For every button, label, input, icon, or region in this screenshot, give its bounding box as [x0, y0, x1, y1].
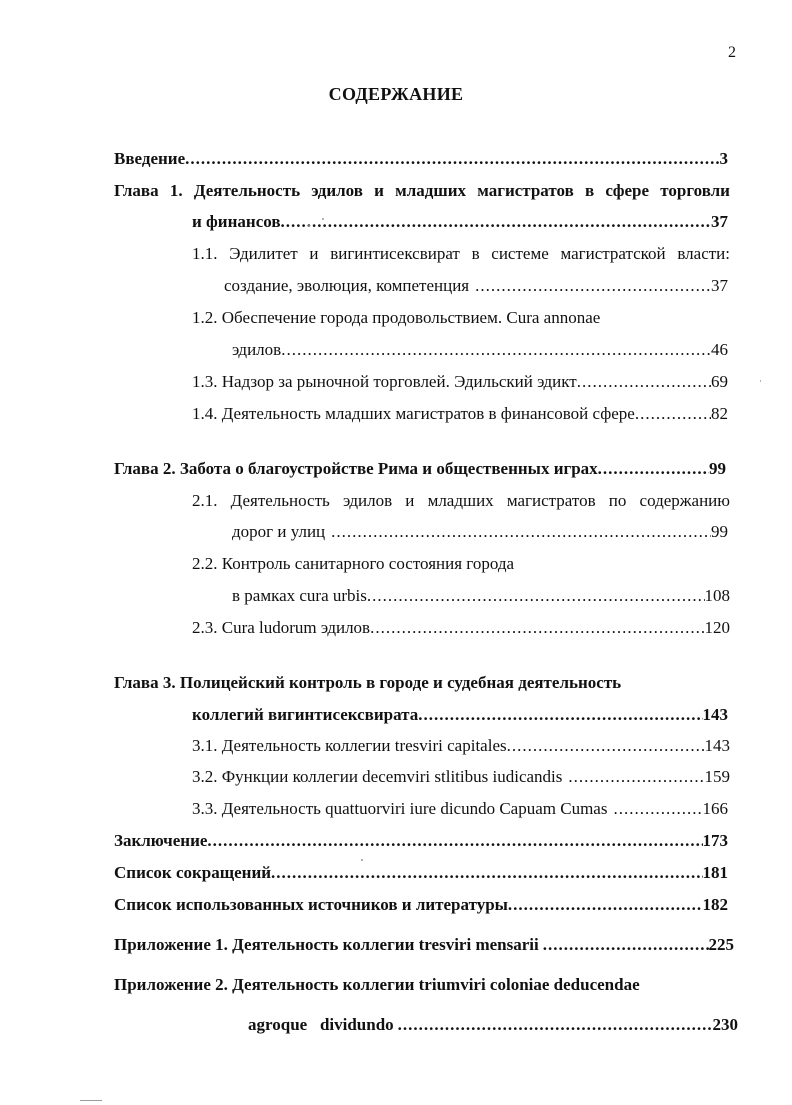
- leader-dots: [598, 458, 709, 480]
- toc-page: 108: [704, 586, 730, 605]
- toc-page: 166: [702, 799, 728, 818]
- toc-entry-3-2[interactable]: 3.2. Функции коллегии decemviri stlitibus iudicandis ..... 159: [192, 766, 730, 788]
- toc-page: 37: [711, 212, 728, 231]
- toc-entry-2-2[interactable]: 2.2. Контроль санитарного состояния города: [192, 554, 515, 573]
- toc-entry-1-1[interactable]: 1.1. Эдилитет и вигинтисексвират в системе магистратской власти:: [192, 244, 730, 263]
- toc-page: 225: [708, 935, 734, 954]
- toc-page: 181: [702, 863, 728, 882]
- toc-entry-1-4[interactable]: 1.4. Деятельность младших магистратов в финансовой сфере ..... 82: [192, 403, 728, 425]
- scan-speck: [322, 218, 324, 220]
- toc-entry-appendix-2-cont[interactable]: agroque dividundo ..... 230: [248, 1014, 738, 1036]
- toc-entry-chapter-3[interactable]: Глава 3. Полицейский контроль в городе и судебная деятельность: [114, 673, 622, 692]
- page-number: 2: [728, 44, 736, 61]
- toc-page: 37: [711, 276, 728, 295]
- toc-entry-abbreviations[interactable]: Список сокращений ..... 181: [114, 862, 728, 884]
- leader-dots: [543, 934, 709, 956]
- toc-entry-chapter-3-cont[interactable]: коллегий вигинтисексвирата ..... 143: [192, 704, 728, 726]
- scan-speck: [760, 380, 761, 382]
- toc-page: 143: [702, 705, 728, 724]
- toc-entry-1-3[interactable]: 1.3. Надзор за рыночной торговлей. Эдильский эдикт ..... 69: [192, 371, 728, 393]
- leader-dots: [577, 371, 711, 393]
- leader-dots: [281, 211, 712, 233]
- toc-entry-2-3[interactable]: 2.3. Cura ludorum эдилов ..... 120: [192, 617, 730, 639]
- toc-entry-1-2[interactable]: 1.2. Обеспечение города продовольствием. Cura annonae: [192, 308, 601, 327]
- scan-speck: [308, 225, 310, 227]
- scan-artifact-line: [80, 1100, 102, 1101]
- toc-entry-3-1[interactable]: 3.1. Деятельность коллегии tresviri capitales ..... 143: [192, 735, 730, 757]
- toc-entry-conclusion[interactable]: Заключение ..... 173: [114, 830, 728, 852]
- toc-entry-3-3[interactable]: 3.3. Деятельность quattuorviri iure dicundo Capuam Cumas ..... 166: [192, 798, 728, 820]
- leader-dots: [281, 339, 711, 361]
- toc-page: 46: [711, 340, 728, 359]
- toc-page: 230: [712, 1015, 738, 1034]
- toc-page: 82: [711, 404, 728, 423]
- scan-speck: [361, 859, 363, 861]
- toc-page: 159: [704, 767, 730, 786]
- toc-entry-appendix-2[interactable]: Приложение 2. Деятельность коллегии triumviri coloniae deducendae: [114, 975, 640, 994]
- toc-page: 173: [702, 831, 728, 850]
- toc-entry-chapter-1[interactable]: Глава 1. Деятельность эдилов и младших магистратов в сфере торговли: [114, 181, 730, 200]
- toc-entry-1-2-cont[interactable]: эдилов ..... 46: [232, 339, 728, 361]
- toc-page: 143: [704, 736, 730, 755]
- toc-entry-appendix-1[interactable]: Приложение 1. Деятельность коллегии tresviri mensarii ..... 225: [114, 934, 734, 956]
- leader-dots: [508, 894, 703, 916]
- leader-dots: [475, 275, 711, 297]
- leader-dots: [418, 704, 702, 726]
- page-title: СОДЕРЖАНИЕ: [328, 84, 464, 104]
- toc-entry-2-1-cont[interactable]: дорог и улиц ..... 99: [232, 521, 728, 543]
- leader-dots: [635, 403, 711, 425]
- leader-dots: [568, 766, 704, 788]
- leader-dots: [185, 148, 719, 170]
- toc-page: 120: [704, 618, 730, 637]
- toc-entry-chapter-2[interactable]: Глава 2. Забота о благоустройстве Рима и общественных играх ..... 99: [114, 458, 726, 480]
- leader-dots: [370, 617, 704, 639]
- leader-dots: [207, 830, 702, 852]
- toc-page: 99: [709, 459, 726, 478]
- toc-page: 69: [711, 372, 728, 391]
- leader-dots: [271, 862, 702, 884]
- toc-page: 99: [711, 522, 728, 541]
- toc-entry-sources[interactable]: Список использованных источников и литературы ..... 182: [114, 894, 728, 916]
- toc-page: 182: [702, 895, 728, 914]
- toc-entry-2-2-cont[interactable]: в рамках cura urbis ..... 108: [232, 585, 730, 607]
- toc-entry-chapter-1-cont[interactable]: и финансов ..... 37: [192, 211, 728, 233]
- leader-dots: [367, 585, 705, 607]
- toc-entry-intro[interactable]: [114, 148, 728, 170]
- toc-page: 3: [719, 149, 728, 168]
- leader-dots: [507, 735, 705, 757]
- toc-entry-2-1[interactable]: 2.1. Деятельность эдилов и младших магистратов по содержанию: [192, 491, 730, 510]
- toc-entry-1-1-cont[interactable]: создание, эволюция, компетенция ..... 37: [224, 275, 728, 297]
- leader-dots: [331, 521, 711, 543]
- toc-label: Введение: [114, 149, 186, 168]
- leader-dots: [398, 1014, 713, 1036]
- leader-dots: [613, 798, 702, 820]
